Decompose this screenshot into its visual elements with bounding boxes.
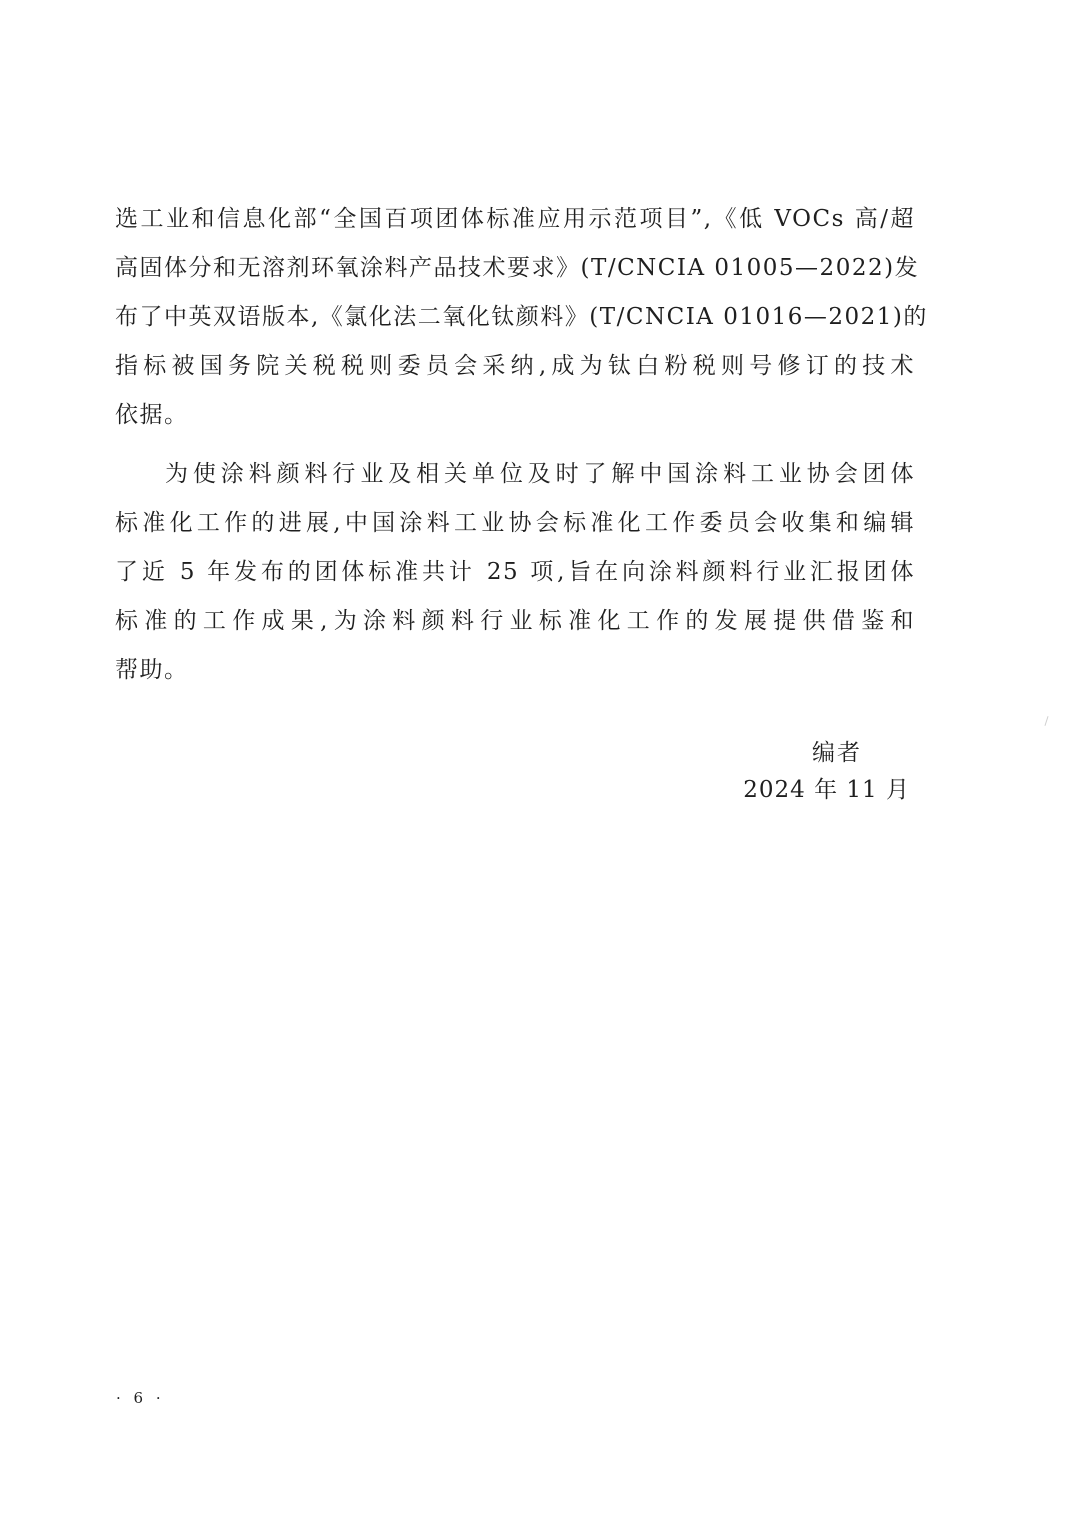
paragraph-2	[115, 450, 915, 695]
line-text: 标准的工作成果,为涂料颜料行业标准化工作的发展提供借鉴和	[115, 608, 915, 634]
line-text: 依据。	[115, 402, 189, 428]
line-text: 标准化工作的进展,中国涂料工业协会标准化工作委员会收集和编辑	[115, 510, 915, 536]
paragraph-line	[115, 293, 928, 342]
page-number: · 6 ·	[116, 1389, 165, 1407]
signature-editor: 编者	[812, 740, 862, 766]
paragraph-line	[115, 244, 920, 293]
paragraph-line	[115, 391, 915, 440]
line-text: 帮助。	[115, 657, 189, 683]
scan-mark	[1044, 716, 1048, 726]
paragraph-line	[115, 342, 915, 391]
paragraph-line	[115, 548, 915, 597]
signature-date: 2024 年 11 月	[743, 777, 910, 803]
line-text: 选工业和信息化部“全国百项团体标准应用示范项目”,《低 VOCs 高/超	[115, 206, 915, 232]
line-text: 布了中英双语版本,《氯化法二氧化钛颜料》(T/CNCIA 01016—2021)的	[115, 304, 928, 330]
paragraph-line	[115, 646, 915, 695]
paragraph-line	[115, 195, 915, 244]
body-text	[115, 195, 928, 695]
paragraph-line	[115, 597, 915, 646]
line-text: 高固体分和无溶剂环氧涂料产品技术要求》(T/CNCIA 01005—2022)发	[115, 255, 920, 281]
paragraph-line	[115, 450, 915, 499]
paragraph-line	[115, 499, 915, 548]
line-text: 为使涂料颜料行业及相关单位及时了解中国涂料工业协会团体	[165, 461, 915, 487]
line-text: 指标被国务院关税税则委员会采纳,成为钛白粉税则号修订的技术	[115, 353, 915, 379]
paragraph-1	[115, 195, 928, 440]
line-text: 了近 5 年发布的团体标准共计 25 项,旨在向涂料颜料行业汇报团体	[115, 559, 915, 585]
